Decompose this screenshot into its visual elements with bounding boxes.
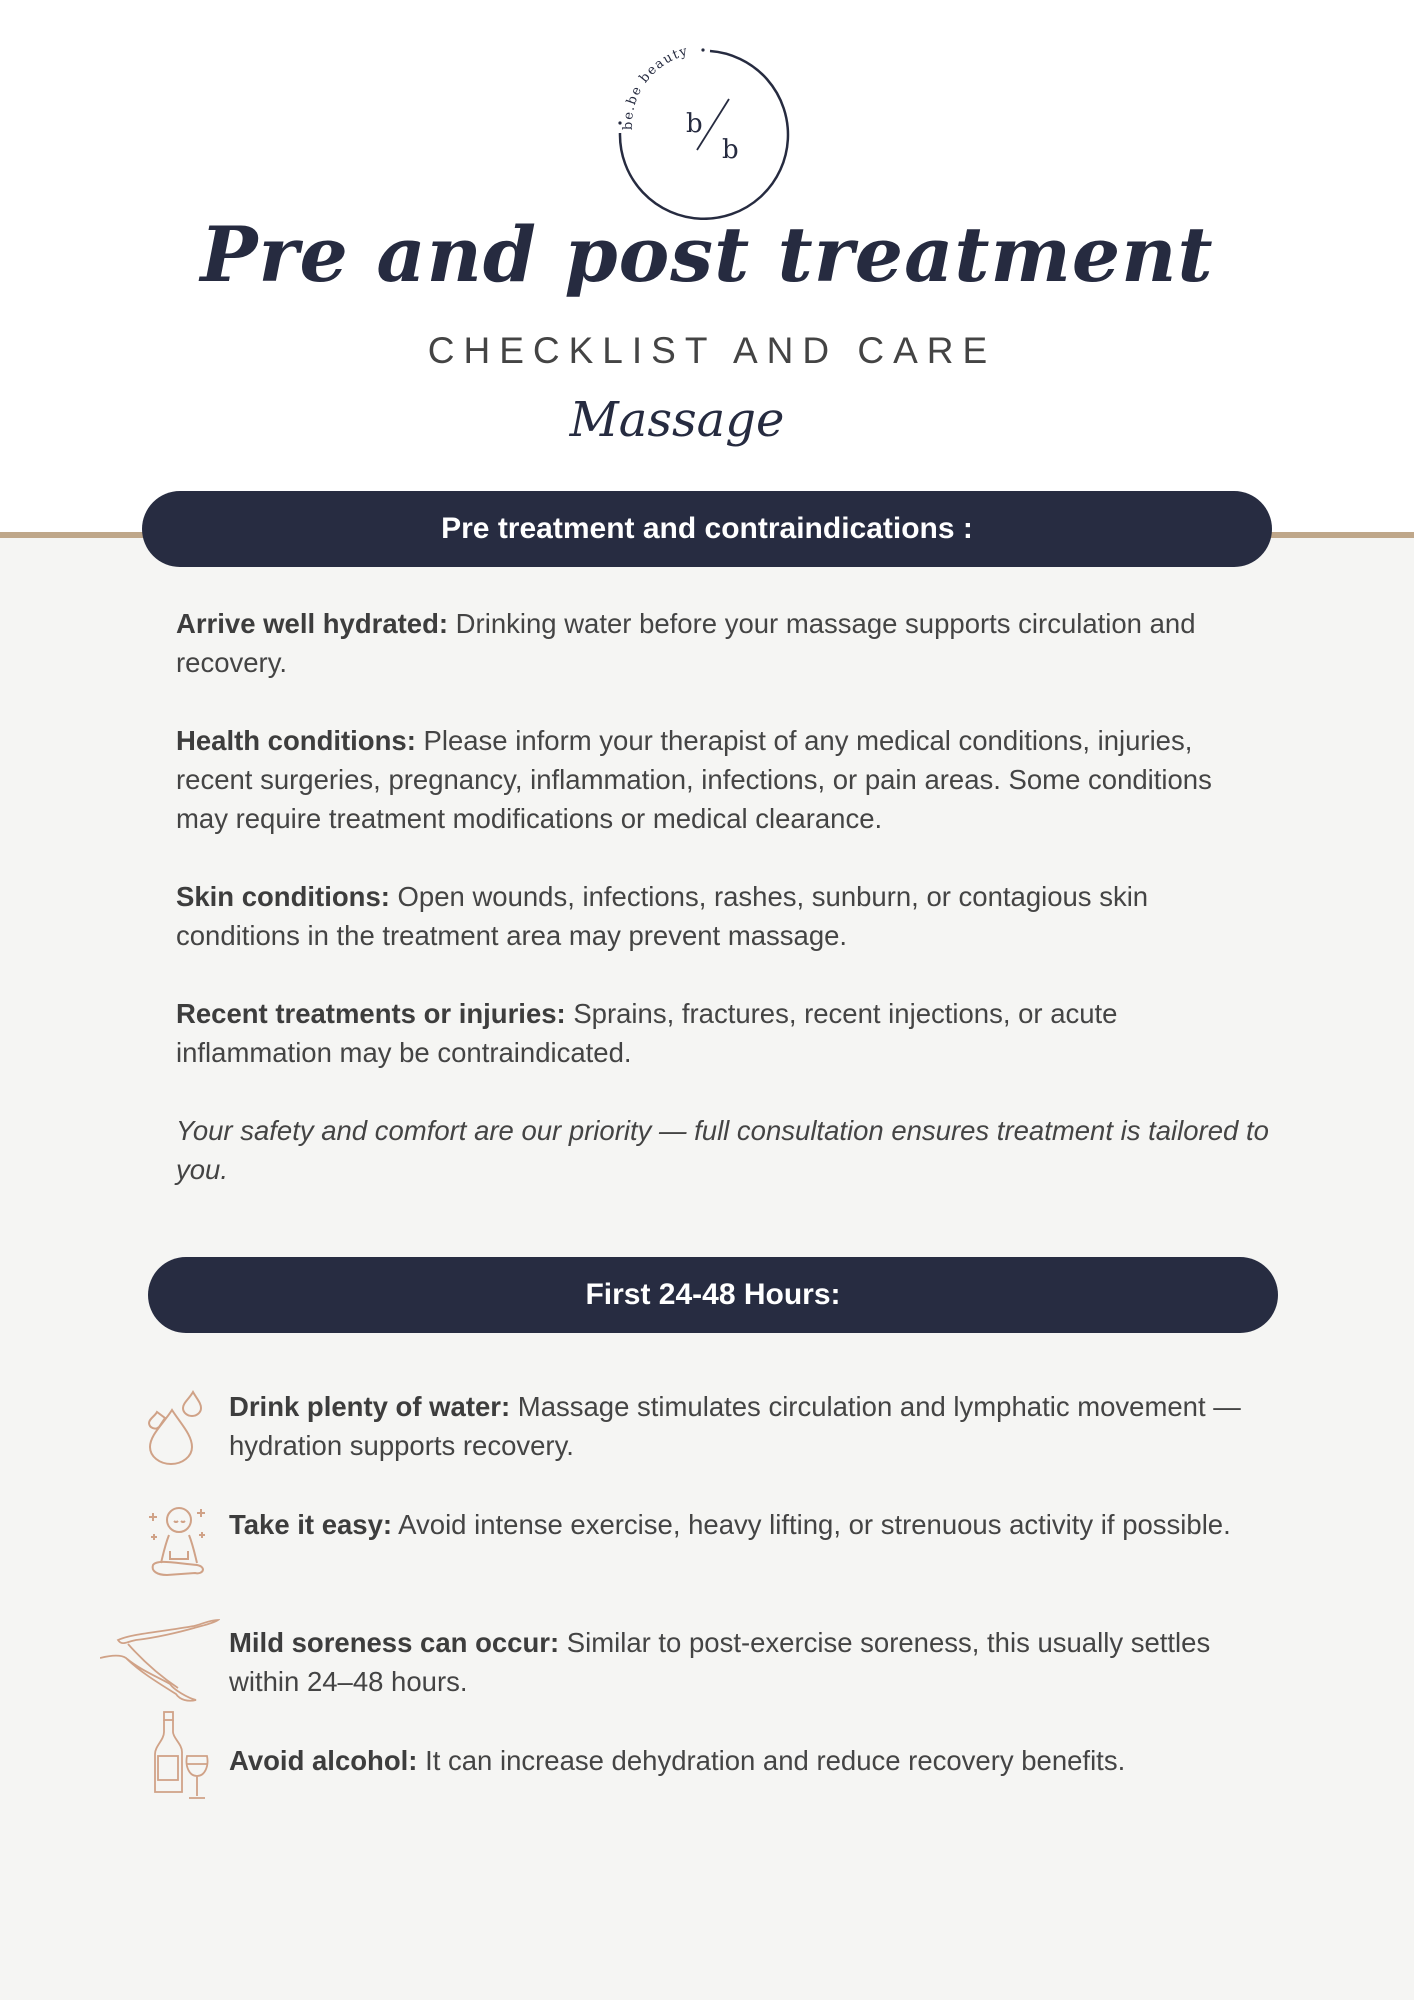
post-item xyxy=(229,1741,1269,1859)
item-label: Take it easy: xyxy=(229,1509,393,1540)
item-label: Arrive well hydrated: xyxy=(176,608,449,639)
item-label: Mild soreness can occur: xyxy=(229,1627,560,1658)
item-label: Recent treatments or injuries: xyxy=(176,998,566,1029)
item-text: Drinking water before your massage supports circulation and recovery. xyxy=(176,608,1196,678)
post-item xyxy=(229,1505,1269,1623)
item-label: Skin conditions: xyxy=(176,881,390,912)
item-text: It can increase dehydration and reduce recovery benefits. xyxy=(417,1745,1126,1776)
brand-logo xyxy=(594,20,814,220)
item-text: Similar to post-exercise soreness, this usually settles within 24–48 hours. xyxy=(229,1627,1211,1697)
item-label: Health conditions: xyxy=(176,725,416,756)
svg-text:b: b xyxy=(722,135,739,165)
pre-item xyxy=(176,994,1271,1072)
pre-item xyxy=(176,877,1271,955)
post-treatment-list xyxy=(229,1387,1269,1859)
page-subtitle: CHECKLIST AND CARE xyxy=(427,330,997,371)
pre-item xyxy=(176,721,1271,838)
safety-note: Your safety and comfort are our priority — full consultation ensures treatment is tailored to you. xyxy=(176,1115,1269,1185)
item-label: Avoid alcohol: xyxy=(229,1745,418,1776)
page-title: Pre and post treatment xyxy=(200,210,1214,299)
svg-text:b: b xyxy=(686,109,703,139)
wine-icon xyxy=(153,1710,211,1804)
pre-treatment-list xyxy=(176,604,1271,1228)
pre-treatment-heading: Pre treatment and contraindications : xyxy=(142,491,1272,567)
legs-icon xyxy=(100,1618,220,1702)
item-text: Please inform your therapist of any medical conditions, injuries, recent surgeries, pregnancy, inflammation, infections, or pain areas. Some conditions may require treatment modifications or medical clearance. xyxy=(176,725,1212,834)
item-text: Sprains, fractures, recent injections, or acute inflammation may be contraindicated. xyxy=(176,998,1118,1068)
item-text: Avoid intense exercise, heavy lifting, or strenuous activity if possible. xyxy=(392,1509,1231,1540)
pre-item xyxy=(176,604,1271,682)
treatment-name: Massage xyxy=(569,392,785,448)
post-item xyxy=(229,1623,1269,1741)
water-drops-icon xyxy=(145,1390,207,1466)
post-treatment-heading: First 24-48 Hours: xyxy=(148,1257,1278,1333)
meditation-icon xyxy=(147,1505,209,1577)
item-text: Open wounds, infections, rashes, sunburn, or contagious skin conditions in the treatment area may prevent massage. xyxy=(176,881,1149,951)
item-label: Drink plenty of water: xyxy=(229,1391,511,1422)
post-item xyxy=(229,1387,1269,1505)
svg-text:be.be beauty: be.be beauty xyxy=(620,43,691,131)
item-text: Massage stimulates circulation and lymphatic movement — hydration supports recovery. xyxy=(229,1391,1241,1461)
